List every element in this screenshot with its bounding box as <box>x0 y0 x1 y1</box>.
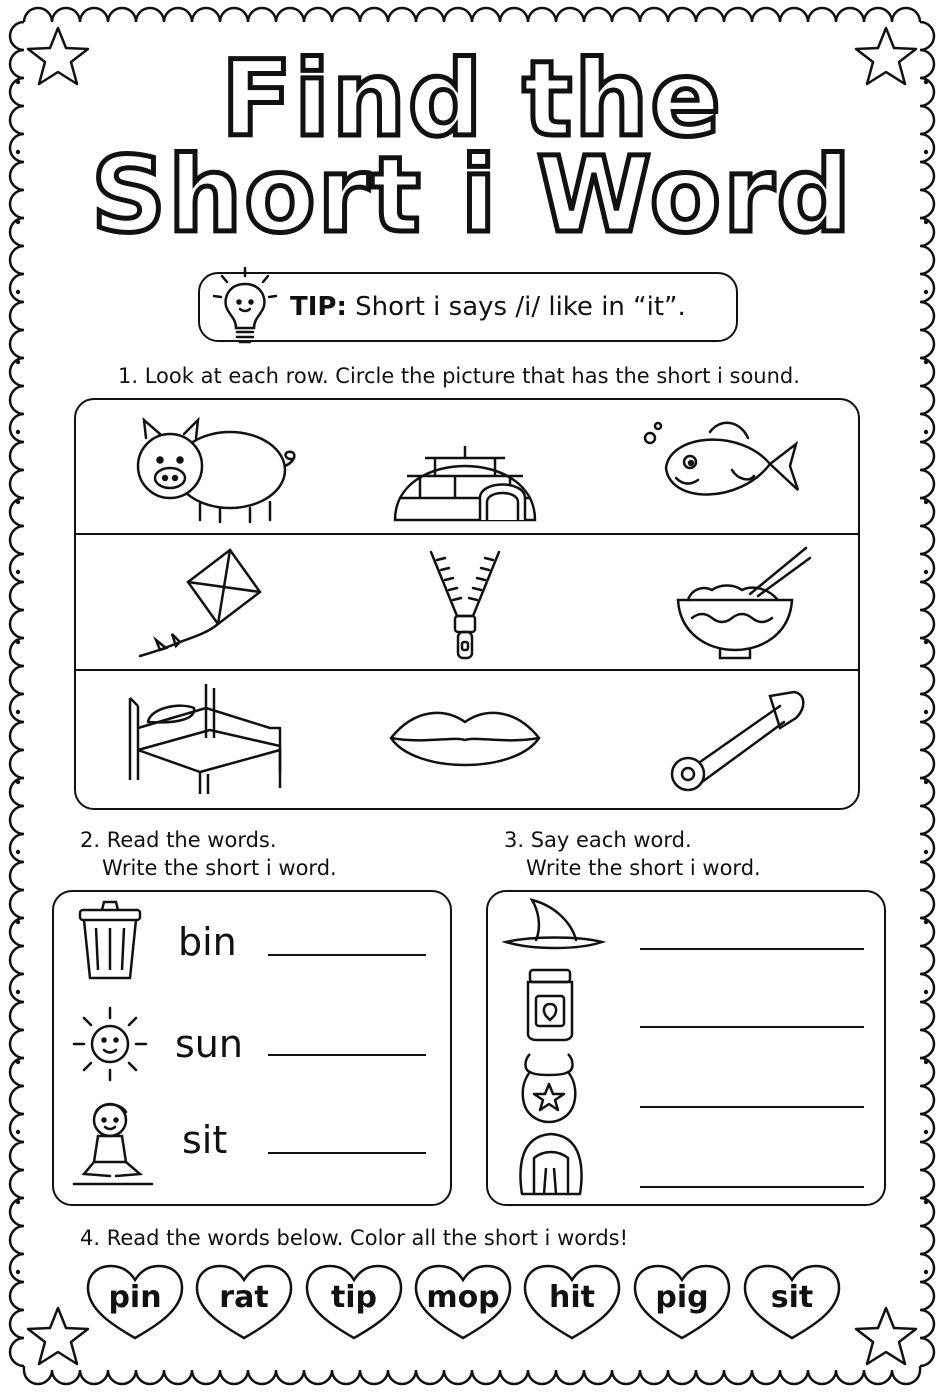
picture-lips[interactable] <box>365 678 565 798</box>
heart-word: mop <box>426 1280 500 1315</box>
bed-icon <box>110 678 310 798</box>
heart-word: sit <box>770 1280 814 1315</box>
star-icon <box>856 1308 916 1364</box>
row-divider <box>76 669 858 671</box>
tip-label: TIP: <box>290 292 347 322</box>
word-heart-pin[interactable] <box>84 1262 186 1346</box>
page-title-line-1: Find the <box>221 38 723 160</box>
word-sun: sun <box>175 1022 243 1066</box>
picture-pig[interactable] <box>110 408 310 528</box>
lips-icon <box>365 678 565 798</box>
heart-word: rat <box>219 1280 269 1315</box>
page-title-line-2: Short i Word <box>91 134 853 256</box>
star-icon <box>28 1308 88 1364</box>
kite-icon <box>110 542 310 662</box>
sun-icon <box>70 1004 150 1084</box>
word-heart-tip[interactable] <box>303 1262 405 1346</box>
igloo-icon <box>365 408 565 528</box>
picture-igloo[interactable] <box>365 408 565 528</box>
word-heart-pig[interactable] <box>631 1262 733 1346</box>
word-heart-sit[interactable] <box>741 1262 843 1346</box>
fish-icon <box>630 408 830 528</box>
noodles-icon <box>630 542 830 662</box>
picture-safety-pin[interactable] <box>630 678 830 798</box>
word-heart-hit[interactable] <box>521 1262 623 1346</box>
answer-line[interactable] <box>268 1152 426 1154</box>
answer-line[interactable] <box>640 948 864 950</box>
section4-instruction: 4. Read the words below. Color all the short i words! <box>80 1226 629 1250</box>
picture-noodles[interactable] <box>630 542 830 662</box>
answer-line[interactable] <box>268 954 426 956</box>
jam-jar-icon <box>520 966 580 1042</box>
pig-icon <box>110 408 310 528</box>
section2-instruction-1: 2. Read the words. <box>80 828 277 852</box>
section2-instruction-2: Write the short i word. <box>102 856 337 880</box>
trash-bin-icon <box>74 898 146 982</box>
word-heart-rat[interactable] <box>193 1262 295 1346</box>
tip-text <box>290 290 686 324</box>
row-divider <box>76 533 858 535</box>
section3-instruction-2: Write the short i word. <box>526 856 761 880</box>
zipper-icon <box>365 542 565 662</box>
answer-line[interactable] <box>640 1106 864 1108</box>
lightbulb-icon <box>210 262 280 350</box>
heart-word: pig <box>655 1280 709 1315</box>
answer-line[interactable] <box>640 1186 864 1188</box>
picture-fish[interactable] <box>630 408 830 528</box>
word-heart-mop[interactable] <box>412 1262 514 1346</box>
section3-instruction-1: 3. Say each word. <box>504 828 692 852</box>
safety-pin-icon <box>630 678 830 798</box>
picture-kite[interactable] <box>110 542 310 662</box>
picture-zipper[interactable] <box>365 542 565 662</box>
answer-line[interactable] <box>268 1054 426 1056</box>
heart-word: tip <box>330 1280 378 1315</box>
heart-word: pin <box>108 1280 162 1315</box>
word-sit: sit <box>182 1118 228 1162</box>
section1-instruction: 1. Look at each row. Circle the picture that has the short i sound. <box>118 364 800 388</box>
tip-body: Short i says /i/ like in “it”. <box>355 292 686 322</box>
answer-line[interactable] <box>640 1026 864 1028</box>
heart-word: hit <box>549 1280 595 1315</box>
boy-sitting-icon <box>70 1098 156 1188</box>
wig-icon <box>514 1128 588 1198</box>
picture-bed[interactable] <box>110 678 310 798</box>
bib-icon <box>516 1050 582 1124</box>
word-bin: bin <box>178 920 237 964</box>
shark-fin-icon <box>502 896 606 954</box>
